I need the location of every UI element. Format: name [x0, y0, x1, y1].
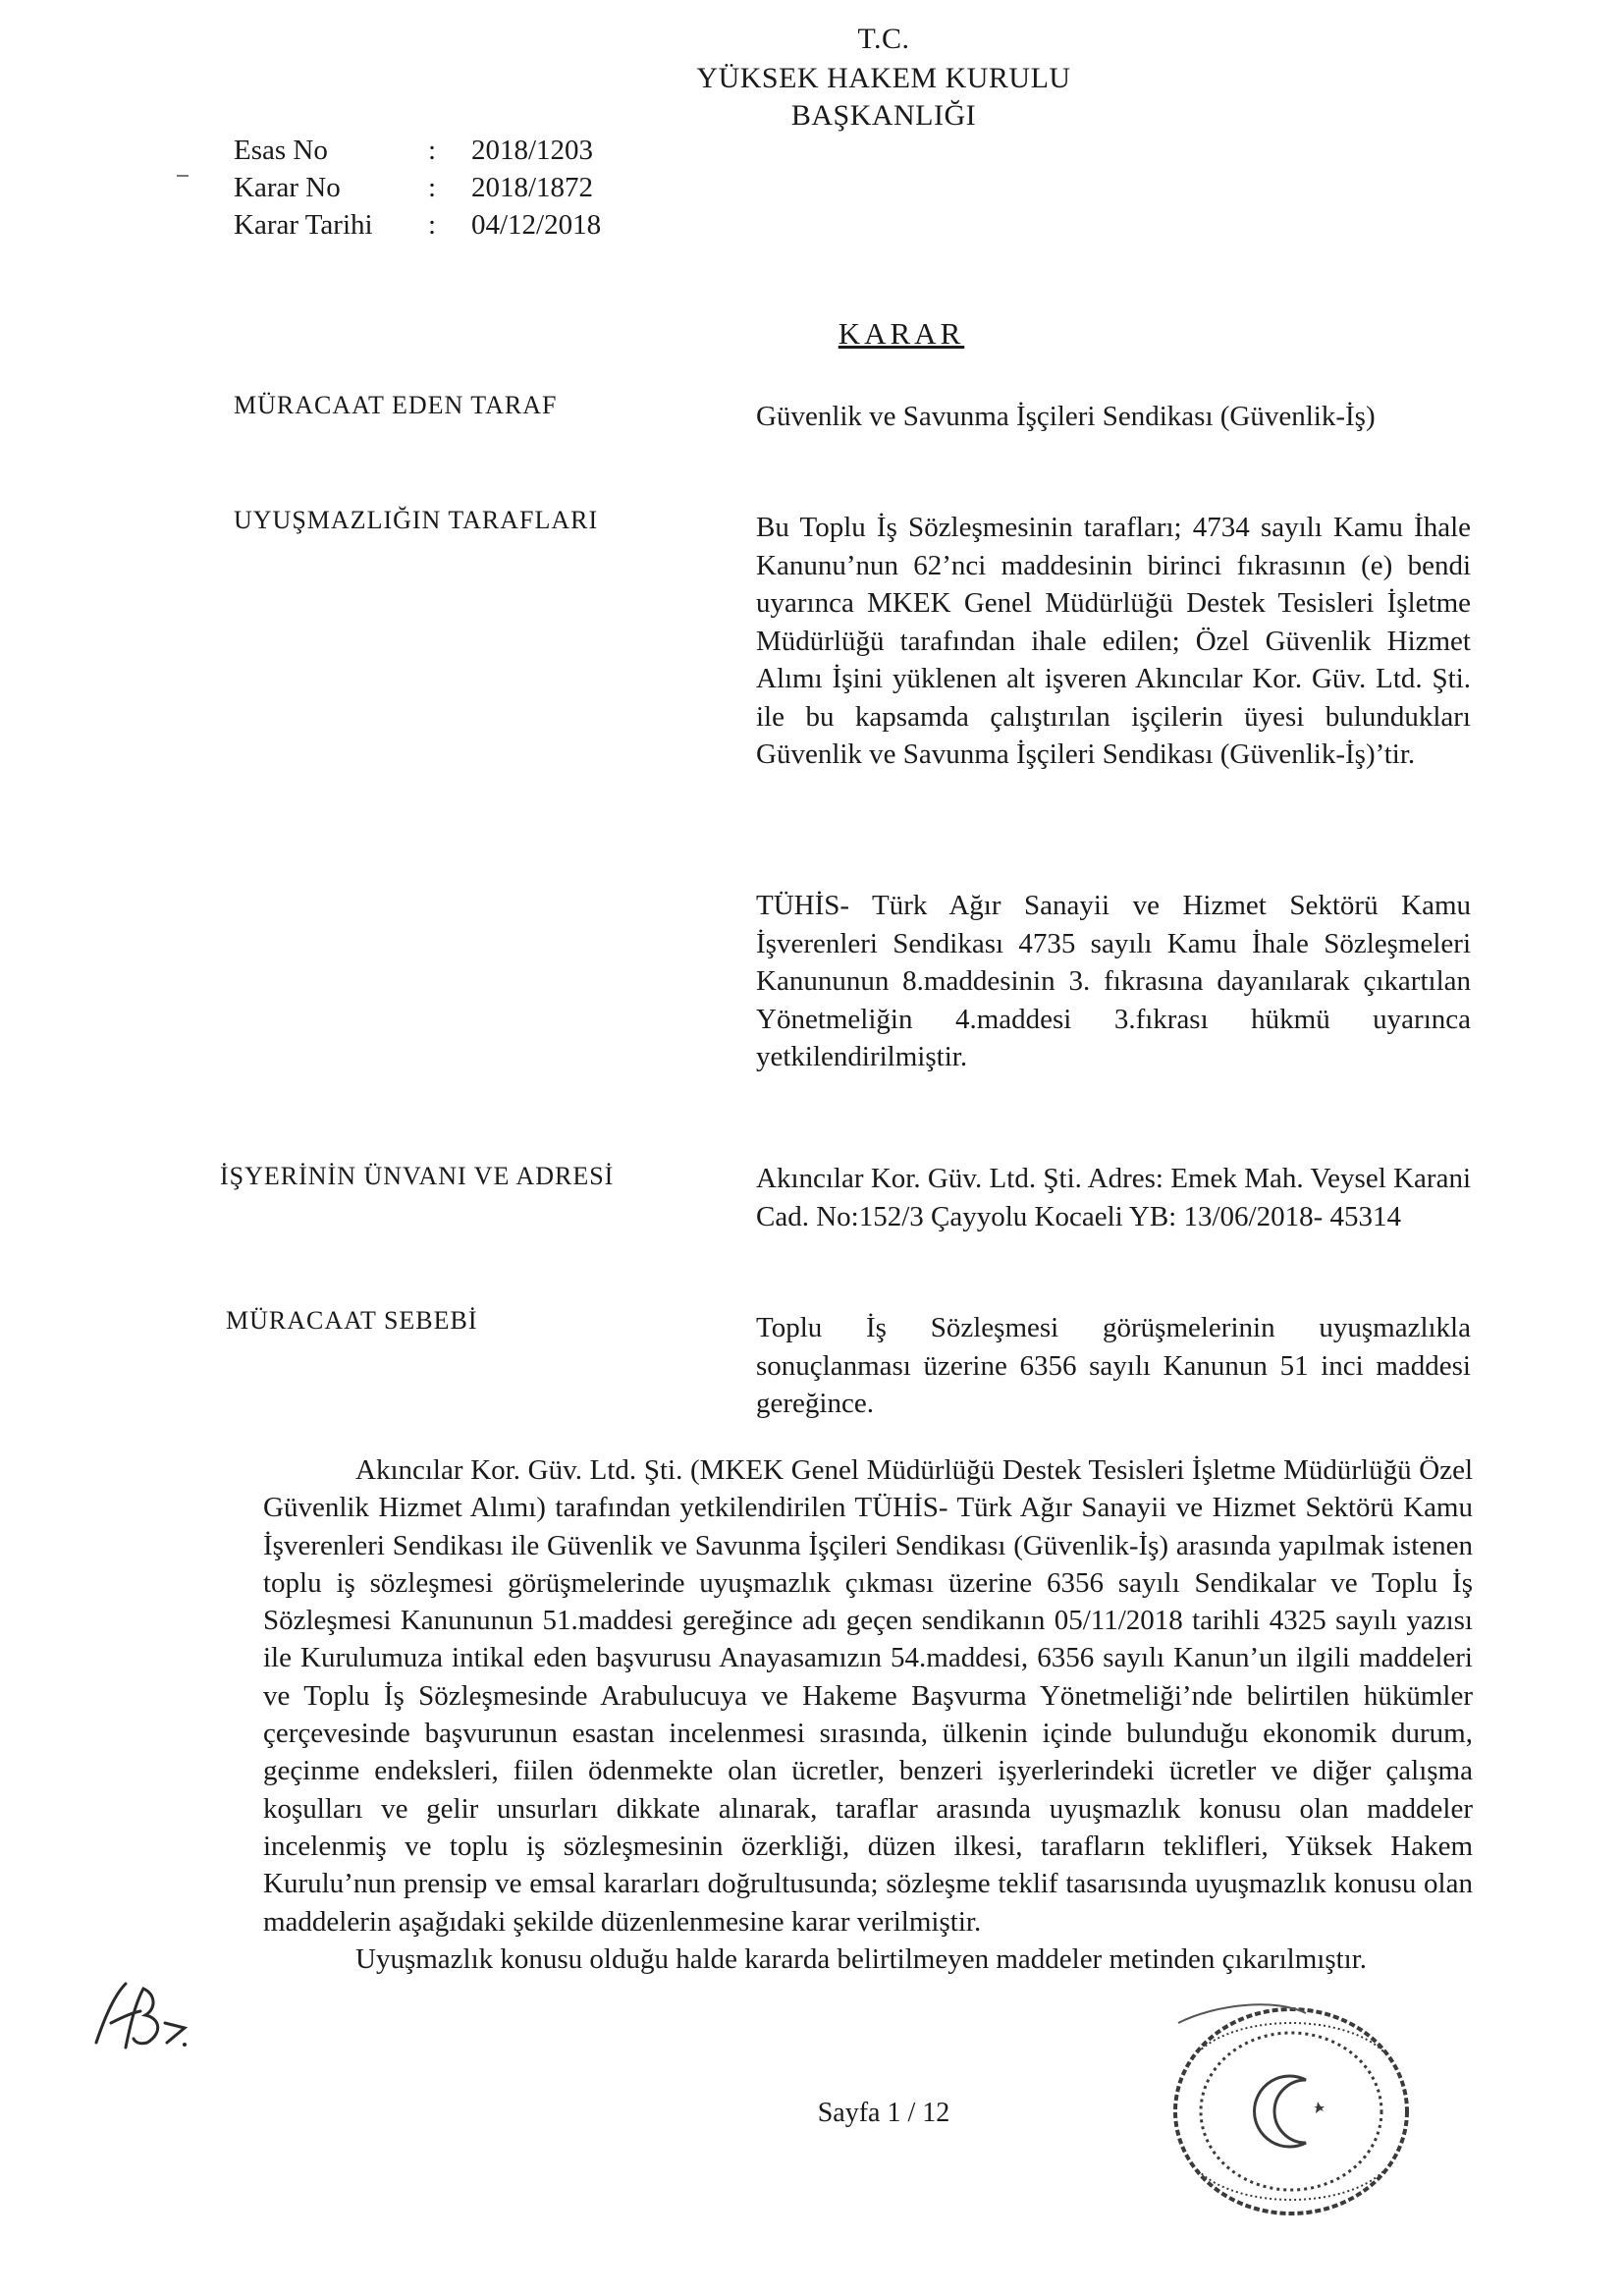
meta-label: Karar No [234, 172, 341, 203]
header-department: BAŞKANLIĞI [790, 99, 977, 132]
page-number: Sayfa 1 / 12 [817, 2098, 950, 2128]
official-seal-icon [1159, 1994, 1424, 2229]
meta-colon: : [428, 172, 437, 203]
meta-value: 04/12/2018 [471, 209, 602, 241]
meta-value: 2018/1872 [471, 172, 594, 203]
scan-mark [177, 175, 189, 177]
workplace-label: İŞYERİNİN ÜNVANI VE ADRESİ [220, 1162, 615, 1190]
meta-colon: : [428, 135, 437, 166]
decision-paragraph: Uyuşmazlık konusu olduğu halde kararda belirtilmeyen maddeler metinden çıkarılmıştır. [355, 1942, 1368, 1975]
parties-label: UYUŞMAZLIĞIN TARAFLARI [234, 506, 599, 534]
parties-text: Bu Toplu İş Sözleşmesinin tarafları; 4734 sayılı Kamu İhale Kanunu’nun 62’nci maddesinin birinci fıkrasının (e) bendi uyarınca MKEK Genel Müdürlüğü Destek Tesisleri İşletme Müdürlüğü tarafından ihale edilen; Özel Güvenlik Hizmet Alımı İşini yüklenen alt işveren Akıncılar Kor. Güv. Ltd. Şti. ile bu kapsamda çalıştırılan işçilerin üyesi bulundukları Güvenlik ve Savunma İşçileri Sendikası (Güvenlik-İş)’tir. [756, 512, 1471, 770]
reason-label: MÜRACAAT SEBEBİ [226, 1306, 478, 1335]
workplace-text: Akıncılar Kor. Güv. Ltd. Şti. Adres: Emek Mah. Veysel Karani Cad. No:152/3 Çayyolu Kocaeli YB: 13/06/2018- 45314 [756, 1163, 1471, 1232]
applicant-label: MÜRACAAT EDEN TARAF [234, 391, 558, 419]
handwritten-initials-icon [86, 1974, 194, 2062]
meta-row-esas [234, 132, 601, 169]
decision-paragraph: Akıncılar Kor. Güv. Ltd. Şti. (MKEK Genel Müdürlüğü Destek Tesisleri İşletme Müdürlüğü Özel Güvenlik Hizmet Alımı) tarafından yetkilendirilen TÜHİS- Türk Ağır Sanayii ve Hizmet Sektörü Kamu İşverenleri Sendikası ile Güvenlik ve Savunma İşçileri Sendikası (Güvenlik-İş) arasında yapılmak istenen toplu iş sözleşmesi görüşmelerinde uyuşmazlık çıkması üzerine 6356 sayılı Sendikalar ve Toplu İş Sözleşmesi Kanununun 51.maddesi gereğince adı geçen sendikanın 05/11/2018 tarihli 4325 sayılı yazısı ile Kurulumuza intikal eden başvurusu Anayasamızın 54.maddesi, 6356 sayılı Kanun’un ilgili maddeleri ve Toplu İş Sözleşmesinde Arabulucuya ve Hakeme Başvurma Yönetmeliği’nde belirtilen hükümler çerçevesinde başvurunun esastan incelenmesi sırasında, ülkenin içinde bulunduğu ekonomik durum, geçinme endeksleri, fiilen ödenmekte olan ücretler, benzeri işyerlerindeki ücretler ve diğer çalışma koşulları ve gelir unsurları dikkate alınarak, taraflar arasında uyuşmazlık konusu olan maddeler incelenmiş ve toplu iş sözleşmesinin özerkliği, düzen ilkesi, tarafların teklifleri, Yüksek Hakem Kurulu’nun prensip ve emsal kararları doğrultusunda; sözleşme teklif tasarısında uyuşmazlık konusu olan maddelerin aşağıdaki şekilde düzenlenmesine karar verilmiştir. [263, 1454, 1473, 1938]
document-title: KARAR [838, 316, 965, 351]
applicant-text: Güvenlik ve Savunma İşçileri Sendikası (Güvenlik-İş) [756, 401, 1376, 432]
meta-label: Esas No [234, 135, 328, 166]
meta-row-karar [234, 169, 601, 206]
meta-value: 2018/1203 [471, 135, 594, 166]
header-tc: T.C. [857, 23, 910, 55]
decision-body [263, 1451, 1473, 1978]
reason-text: Toplu İş Sözleşmesi görüşmelerinin uyuşmazlıkla sonuçlanması üzerine 6356 sayılı Kanunun 51 inci maddesi gereğince. [756, 1312, 1471, 1419]
case-metadata [234, 132, 601, 244]
header-organization: YÜKSEK HAKEM KURULU [696, 62, 1071, 94]
meta-row-tarih [234, 206, 601, 244]
parties-text-employer: TÜHİS- Türk Ağır Sanayii ve Hizmet Sektörü Kamu İşverenleri Sendikası 4735 sayılı Kamu İhale Sözleşmeleri Kanununun 8.maddesinin 3. fıkrasına dayanılarak çıkartılan Yönetmeliğin 4.maddesi 3.fıkrası hükmü uyarınca yetkilendirilmiştir. [756, 890, 1471, 1072]
meta-label: Karar Tarihi [234, 209, 373, 241]
meta-colon: : [428, 209, 437, 241]
